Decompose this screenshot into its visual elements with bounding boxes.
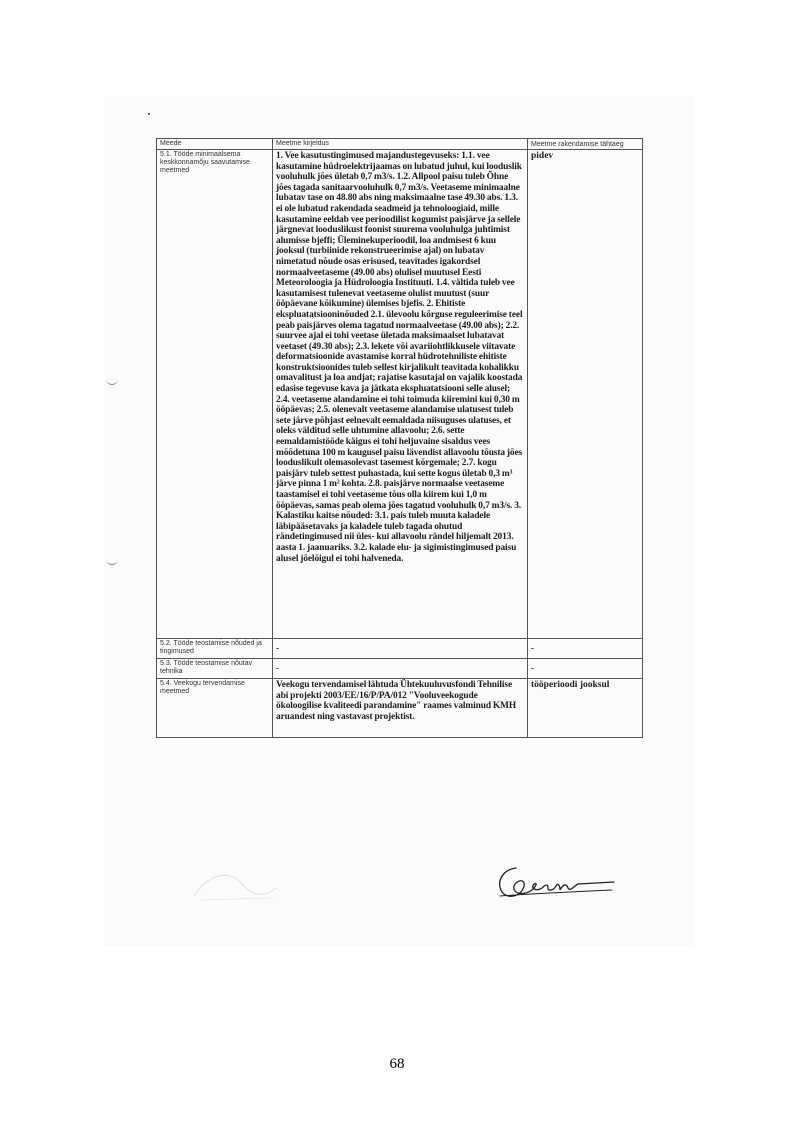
description-cell: 1. Vee kasutustingimused majandustegevuseks: 1.1. vee kasutamine hüdroelektrijaamas on lubatud juhul, kui looduslik vooluhulk jões ületab 0,7 m3/s. 1.2. Allpool paisu tuleb Õhne jões tagada sanitaarvooluhulk 0,7 m3/s. Veetaseme minimaalne lubatav tase on 48.80 abs ning maksimaalne tase 49.30 abs. 1.3. ei ole lubatud rakendada seadmeid ja tehnoloogiaid, mille kasutamine eeldab vee perioodilist kogumist paisjärve ja sellele järgnevat looduslikust foonist suurema vooluhulga juhtimist alumisse bjeffi; Üleminekuperioodil, loa andmisest 6 kuu jooksul (turbiinide rekonstrueerimise ajal) on lubatav nimetatud nõude osas erisused, teavitades igakordsel normaalveetaseme (49.00 abs) olulisel muutusel Eesti Meteoroloogia ja Hüdroloogia Instituuti. 1.4. vältida tuleb vee kasutamisest tulenevat veetaseme olulist muutust (suur ööpäevane kõikumine) ülemises bjefis. 2. Ehitiste ekspluatatsiooninõuded 2.1. ülevoolu kõrguse reguleerimise teel peab paisjärves olema tagatud normaalveetase (49.00 abs); 2.2. suurvee ajal ei tohi veetase ületada maksimaalset lubatavat veetaset (49.30 abs); 2.3. lekete või avariiohtlikkusele viitavate deformatsioonide avastamise korral hüdrotehniliste ehitiste konstruktsioonides tuleb sellest kirjalikult teavitada kohalikku omavalitust ja loa andjat; rajatise kasutajal on vajalik koostada edasise tegevuse kava ja jätkata ekspluatatsiooni selle alusel; 2.4. veetaseme alandamine ei tohi toimuda kiiremini kui 0,30 m ööpäevas; 2.5. olenevalt veetaseme alandamise ulatusest tuleb sete järve põhjast eelnevalt eemaldada niisuguses ulatuses, et oleks välditud selle uhtumine allavoolu; 2.6. sette eemaldamistööde käigus ei tohi heljuvaine sisaldus vees mõõdetuna 100 m kaugusel paisu lävendist allavoolu tõusta jões looduslikult olemasolevast tasemest kõrgemale; 2.7. kogu paisjärv tuleb settest puhastada, kui sette kogus ületab 0,3 m³ järve pinna 1 m² kohta. 2.8. paisjärve normaalse veetaseme taastamisel ei tohi veetaseme tõus olla kiirem kui 1,0 m ööpäevas, samas peab olema jões tagatud vooluhulk 0,7 m3/s. 3. Kalastiku kaitse nõuded: 3.1. pais tuleb muuta kaladele läbipääsetavaks ja kaladele tuleb tagada ohutud rändetingimused nii üles- kui allavoolu rändel hiljemalt 2013. aasta 1. jaanuariks. 3.2. kalade elu- ja sigimistingimused paisu alusel jõelõigul ei tohi halveneda. [273, 150, 528, 639]
table-row [157, 679, 643, 738]
description-cell: - [273, 659, 528, 679]
handwritten-signature [488, 862, 618, 902]
description-cell: Veekogu tervendamisel lähtuda Ühtekuuluvusfondi Tehnilise abi projekti 2003/EE/16/P/PA/012 "Vooluveekogude ökoloogilise kvaliteedi parandamine" raames valminud KMH aruandest ning vastavast projektist. [273, 679, 528, 738]
scan-speck [148, 113, 150, 115]
deadline-cell: - [528, 639, 643, 659]
table-row [157, 659, 643, 679]
deadline-cell: pidev [528, 150, 643, 639]
header-measure: Meede [157, 139, 273, 150]
table-row [157, 150, 643, 639]
table-row [157, 639, 643, 659]
measure-cell: 5.4. Veekogu tervendamise meetmed [157, 679, 273, 738]
page-number: 68 [389, 1056, 405, 1072]
header-deadline: Meetme rakendamise tähtaeg [528, 139, 643, 150]
deadline-cell: tööperioodi jooksul [528, 679, 643, 738]
measure-cell: 5.3. Tööde teostamise nõutav tehnika [157, 659, 273, 679]
measures-table [156, 138, 643, 738]
faint-signature-mark [190, 866, 280, 904]
table-header-row [157, 139, 643, 150]
measure-cell: 5.2. Tööde teostamise nõuded ja tingimused [157, 639, 273, 659]
description-cell: - [273, 639, 528, 659]
header-description: Meetme kirjeldus [273, 139, 528, 150]
measure-cell: 5.1. Tööde minimaalsema keskkonnamõju saavutamise meetmed [157, 150, 273, 639]
deadline-cell: - [528, 659, 643, 679]
